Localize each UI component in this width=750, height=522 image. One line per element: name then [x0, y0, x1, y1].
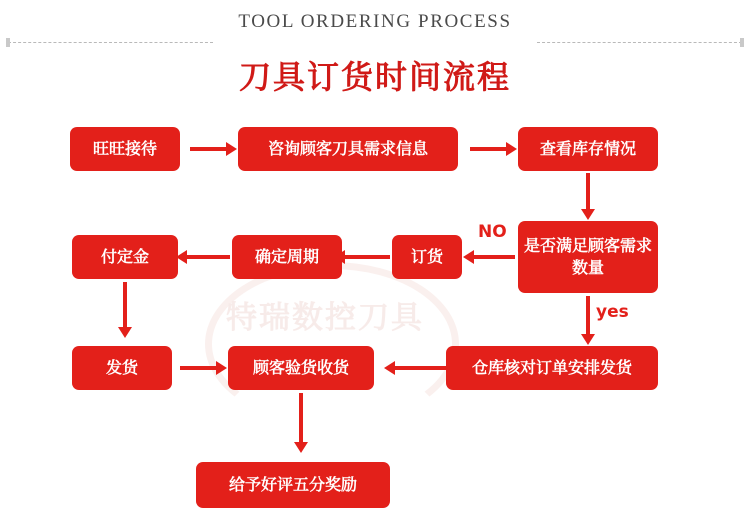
flow-node-ship-goods[interactable]: 发货: [72, 346, 172, 390]
arrow-n9-n11: [294, 393, 308, 455]
arrow-n1-n2: [190, 142, 238, 156]
page-title: TOOL ORDERING PROCESS: [238, 11, 512, 32]
flow-node-pay-deposit[interactable]: 付定金: [72, 235, 178, 279]
flow-node-confirm-cycle[interactable]: 确定周期: [232, 235, 342, 279]
arrow-n4-n10: [581, 296, 595, 346]
edge-label-yes: yes: [596, 302, 629, 322]
arrow-n3-n4: [581, 173, 595, 221]
arrow-n10-n9: [384, 361, 446, 375]
watermark-text: 特瑞数控刀具: [226, 300, 424, 336]
arrow-n4-n5: [463, 250, 515, 264]
main-title: 刀具订货时间流程: [238, 58, 511, 96]
arrow-n6-n7: [176, 250, 230, 264]
arrow-n7-n8: [118, 282, 132, 340]
flow-node-warehouse-verify-arrange-shipment[interactable]: 仓库核对订单安排发货: [446, 346, 658, 390]
flow-node-wangwang-reception[interactable]: 旺旺接待: [70, 127, 180, 171]
arrow-n2-n3: [470, 142, 518, 156]
flow-node-check-inventory[interactable]: 查看库存情况: [518, 127, 658, 171]
flow-node-place-order[interactable]: 订货: [392, 235, 462, 279]
flow-node-five-star-review-reward[interactable]: 给予好评五分奖励: [196, 462, 390, 508]
arrow-n5-n6: [334, 250, 390, 264]
edge-label-no: NO: [478, 222, 507, 242]
flow-node-consult-tool-requirements[interactable]: 咨询顾客刀具需求信息: [238, 127, 458, 171]
flow-node-customer-inspect-receive[interactable]: 顾客验货收货: [228, 346, 374, 390]
arrow-n8-n9: [180, 361, 228, 375]
flow-node-meets-customer-quantity[interactable]: 是否满足顾客需求数量: [518, 221, 658, 293]
